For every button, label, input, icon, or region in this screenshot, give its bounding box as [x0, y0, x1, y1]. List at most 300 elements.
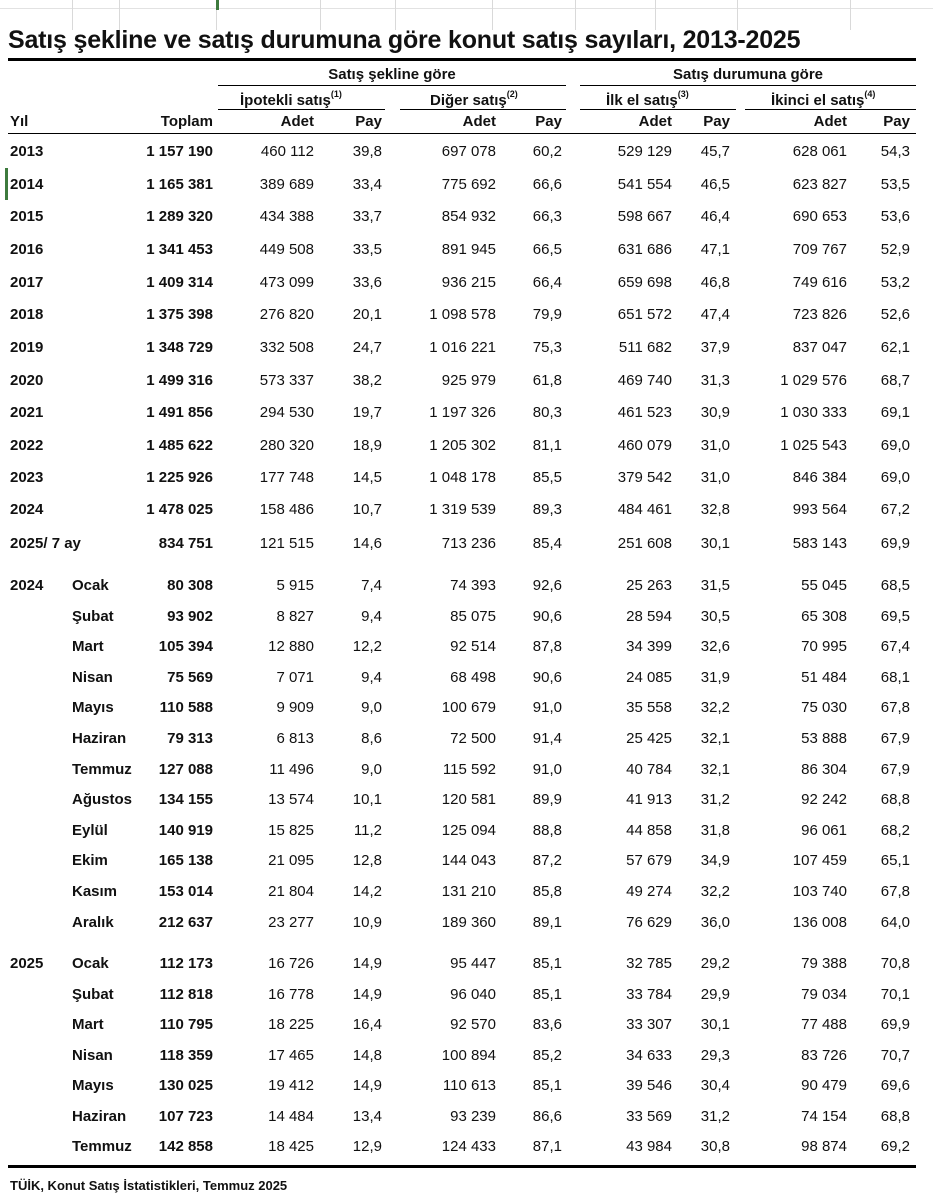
cell-ilk-adet: 24 085 — [626, 668, 672, 686]
cell-diger-adet: 92 570 — [450, 1016, 496, 1033]
cell-toplam: 1 165 381 — [146, 176, 213, 193]
cell-ilk-pay: 37,9 — [700, 339, 730, 356]
cell-ipotekli-adet: 16 778 — [268, 985, 314, 1003]
cell-ikinci-adet: 98 874 — [801, 1138, 847, 1155]
cell-ilk-pay: 29,3 — [700, 1046, 730, 1064]
cell-diger-adet: 1 048 178 — [429, 469, 496, 486]
cell-ikinci-pay: 68,8 — [880, 791, 910, 809]
cell-ilk-adet: 43 984 — [626, 1138, 672, 1155]
cell-toplam: 165 138 — [158, 852, 213, 870]
cell-ikinci-adet: 53 888 — [801, 730, 847, 747]
cell-diger-adet: 925 979 — [441, 372, 496, 389]
cell-ilk-pay: 30,5 — [700, 607, 730, 625]
cell-diger-pay: 87,8 — [532, 638, 562, 656]
cell-ipotekli-pay: 19,7 — [352, 404, 382, 421]
cell-month: Mayıs — [72, 699, 114, 717]
cell-month: Temmuz — [72, 1138, 132, 1155]
subheader-ipotekli: İpotekli satış$^{(1)}$ — [240, 89, 342, 109]
cell-ikinci-pay: 67,4 — [880, 638, 910, 656]
cell-diger-pay: 91,0 — [532, 699, 562, 717]
cell-toplam: 142 858 — [158, 1138, 213, 1155]
colheader-ilk-adet: Adet — [638, 113, 672, 130]
cell-ikinci-pay: 67,8 — [880, 699, 910, 717]
cell-ipotekli-pay: 14,5 — [352, 469, 382, 486]
cell-diger-adet: 1 098 578 — [429, 306, 496, 323]
cell-ipotekli-adet: 14 484 — [268, 1107, 314, 1125]
cell-ipotekli-adet: 12 880 — [268, 638, 314, 656]
cell-ilk-adet: 28 594 — [626, 607, 672, 625]
cell-toplam: 107 723 — [158, 1107, 213, 1125]
cell-ipotekli-pay: 7,4 — [361, 577, 382, 594]
cell-ilk-adet: 484 461 — [617, 501, 672, 518]
cell-ilk-adet: 49 274 — [626, 883, 672, 900]
table-title: Satış şekline ve satış durumuna göre konut satış sayıları, 2013-2025 — [8, 26, 801, 54]
cell-ilk-pay: 31,8 — [700, 821, 730, 839]
cell-ilk-adet: 461 523 — [617, 404, 672, 421]
cell-ipotekli-adet: 389 689 — [259, 176, 314, 193]
cell-ipotekli-adet: 460 112 — [260, 143, 314, 160]
cell-diger-pay: 89,1 — [532, 913, 562, 931]
cell-diger-pay: 85,1 — [532, 955, 562, 972]
cell-diger-adet: 120 581 — [441, 791, 496, 809]
cell-diger-adet: 110 613 — [442, 1077, 496, 1094]
cell-diger-pay: 66,3 — [532, 208, 562, 225]
cell-ikinci-adet: 628 061 — [792, 143, 847, 160]
cell-diger-adet: 68 498 — [450, 668, 496, 686]
cell-ipotekli-pay: 12,8 — [352, 852, 382, 870]
cell-ipotekli-pay: 14,9 — [352, 1077, 382, 1094]
cell-ilk-pay: 32,6 — [700, 638, 730, 656]
group-header-satis-sekli: Satış şekline göre — [328, 66, 456, 83]
header-bottom-rule — [8, 133, 916, 134]
cell-ipotekli-adet: 17 465 — [268, 1046, 314, 1064]
cell-diger-adet: 95 447 — [450, 955, 496, 972]
cell-diger-adet: 85 075 — [450, 607, 496, 625]
cell-ilk-pay: 46,5 — [700, 176, 730, 193]
cell-toplam: 75 569 — [167, 668, 213, 686]
cell-ikinci-pay: 53,2 — [880, 274, 910, 291]
cell-ilk-adet: 460 079 — [617, 437, 672, 454]
cell-year: 2017 — [10, 274, 44, 291]
cell-ipotekli-pay: 9,0 — [361, 699, 382, 717]
cell-year: 2022 — [10, 437, 44, 454]
cell-toplam: 140 919 — [158, 821, 213, 839]
cell-diger-adet: 1 197 326 — [429, 404, 496, 421]
cell-ikinci-pay: 70,1 — [880, 985, 910, 1003]
sub-rule-ipotekli — [218, 109, 385, 110]
cell-ipotekli-pay: 8,6 — [361, 730, 382, 747]
cell-ipotekli-adet: 6 813 — [276, 730, 314, 747]
cell-ikinci-pay: 68,1 — [880, 668, 910, 686]
cell-ikinci-adet: 75 030 — [801, 699, 847, 717]
cell-ipotekli-adet: 16 726 — [268, 955, 314, 972]
cell-ilk-adet: 598 667 — [617, 208, 672, 225]
cell-diger-adet: 74 393 — [450, 577, 496, 594]
cell-toplam: 1 157 190 — [146, 143, 213, 160]
cell-ilk-adet: 469 740 — [617, 372, 672, 389]
cell-diger-pay: 85,5 — [532, 469, 562, 486]
cell-ikinci-pay: 68,2 — [880, 821, 910, 839]
cell-month: Temmuz — [72, 760, 132, 778]
cell-diger-pay: 80,3 — [532, 404, 562, 421]
cell-diger-pay: 89,3 — [532, 501, 562, 518]
cell-toplam: 93 902 — [167, 607, 213, 625]
cell-ilk-pay: 32,1 — [700, 760, 730, 778]
cell-year: 2023 — [10, 469, 44, 486]
cell-ipotekli-adet: 11 496 — [269, 760, 314, 778]
cell-ipotekli-pay: 14,6 — [352, 535, 382, 552]
cell-ipotekli-pay: 9,4 — [361, 607, 382, 625]
cell-ilk-pay: 47,4 — [700, 306, 730, 323]
cell-ilk-adet: 529 129 — [617, 143, 672, 160]
cell-ipotekli-adet: 280 320 — [259, 437, 314, 454]
cell-ilk-pay: 29,9 — [700, 985, 730, 1003]
cell-ipotekli-adet: 158 486 — [259, 501, 314, 518]
cell-ipotekli-pay: 24,7 — [352, 339, 382, 356]
cell-ilk-adet: 251 608 — [617, 535, 672, 552]
cell-year: 2015 — [10, 208, 44, 225]
cell-ilk-adet: 541 554 — [617, 176, 672, 193]
cell-ilk-pay: 46,4 — [700, 208, 730, 225]
cell-year: 2019 — [10, 339, 44, 356]
cell-diger-adet: 144 043 — [441, 852, 496, 870]
cell-ipotekli-adet: 5 915 — [276, 577, 314, 594]
cell-ikinci-pay: 67,9 — [880, 760, 910, 778]
cell-ikinci-pay: 69,9 — [880, 535, 910, 552]
colheader-ilk-pay: Pay — [703, 113, 730, 130]
cell-ilk-adet: 511 682 — [618, 339, 672, 356]
subheader-ilk-el: İlk el satış$^{(3)}$ — [606, 89, 689, 109]
cell-toplam: 1 375 398 — [146, 306, 213, 323]
cell-ikinci-pay: 62,1 — [880, 339, 910, 356]
cell-month: Aralık — [72, 913, 114, 931]
cell-diger-pay: 85,4 — [532, 535, 562, 552]
cell-toplam: 212 637 — [158, 913, 213, 931]
cell-year: 2025 — [10, 955, 44, 972]
cell-ilk-pay: 30,1 — [700, 1016, 730, 1033]
cell-ilk-adet: 34 633 — [626, 1046, 672, 1064]
cell-month: Haziran — [72, 730, 127, 747]
cell-ipotekli-adet: 13 574 — [268, 791, 314, 809]
cell-ipotekli-pay: 14,2 — [352, 883, 382, 900]
cell-ikinci-pay: 54,3 — [880, 143, 910, 160]
cell-ipotekli-pay: 12,9 — [352, 1138, 382, 1155]
cell-month: Nisan — [72, 1046, 113, 1064]
cell-diger-pay: 87,1 — [532, 1138, 562, 1155]
cell-ilk-adet: 35 558 — [626, 699, 672, 717]
cell-toplam: 1 409 314 — [146, 274, 213, 291]
title-rule — [8, 58, 916, 61]
cell-ikinci-adet: 74 154 — [801, 1107, 847, 1125]
cell-toplam: 1 348 729 — [146, 339, 213, 356]
cell-month: Mart — [72, 1016, 104, 1033]
subheader-diger: Diğer satış$^{(2)}$ — [430, 89, 518, 109]
cell-ipotekli-adet: 8 827 — [276, 607, 314, 625]
cell-ilk-pay: 30,8 — [700, 1138, 730, 1155]
cell-diger-adet: 775 692 — [441, 176, 496, 193]
cell-ikinci-adet: 690 653 — [792, 208, 847, 225]
cell-diger-pay: 85,1 — [532, 985, 562, 1003]
cell-diger-adet: 891 945 — [441, 241, 496, 258]
cell-ilk-adet: 32 785 — [626, 955, 672, 972]
cell-ipotekli-pay: 33,6 — [352, 274, 382, 291]
cell-ikinci-pay: 69,6 — [880, 1077, 910, 1094]
cell-ikinci-adet: 79 034 — [801, 985, 847, 1003]
subheader-ikinci-el: İkinci el satış$^{(4)}$ — [771, 89, 876, 109]
cell-ikinci-adet: 583 143 — [792, 535, 847, 552]
cell-ikinci-adet: 79 388 — [801, 955, 847, 972]
cell-diger-pay: 90,6 — [532, 607, 562, 625]
cell-year: 2016 — [10, 241, 44, 258]
sub-rule-ikinci-el — [745, 109, 916, 110]
cell-ilk-pay: 31,9 — [700, 668, 730, 686]
cell-diger-adet: 72 500 — [450, 730, 496, 747]
cell-diger-adet: 93 239 — [450, 1107, 496, 1125]
cell-ikinci-pay: 69,2 — [880, 1138, 910, 1155]
cell-diger-pay: 86,6 — [532, 1107, 562, 1125]
cell-ikinci-adet: 993 564 — [792, 501, 847, 518]
cell-ikinci-adet: 65 308 — [801, 607, 847, 625]
cell-diger-adet: 125 094 — [441, 821, 496, 839]
cell-ikinci-adet: 96 061 — [801, 821, 847, 839]
cell-ipotekli-pay: 18,9 — [352, 437, 382, 454]
cell-ilk-adet: 631 686 — [617, 241, 672, 258]
cell-ipotekli-pay: 14,9 — [352, 985, 382, 1003]
cell-ikinci-pay: 65,1 — [880, 852, 910, 870]
cell-ipotekli-pay: 39,8 — [352, 143, 382, 160]
cell-ipotekli-adet: 121 515 — [259, 535, 314, 552]
cell-ipotekli-adet: 18 425 — [268, 1138, 314, 1155]
cell-diger-pay: 85,1 — [532, 1077, 562, 1094]
cell-ilk-adet: 33 307 — [626, 1016, 672, 1033]
cell-ikinci-adet: 83 726 — [801, 1046, 847, 1064]
cell-ipotekli-adet: 19 412 — [268, 1077, 314, 1094]
cell-ilk-adet: 659 698 — [617, 274, 672, 291]
cell-ilk-adet: 651 572 — [617, 306, 672, 323]
cell-toplam: 1 491 856 — [146, 404, 213, 421]
cell-month: Mayıs — [72, 1077, 114, 1094]
cell-ilk-adet: 33 569 — [626, 1107, 672, 1125]
cell-diger-pay: 66,5 — [532, 241, 562, 258]
cell-ipotekli-adet: 15 825 — [268, 821, 314, 839]
cell-diger-pay: 92,6 — [532, 577, 562, 594]
cell-diger-adet: 1 016 221 — [429, 339, 496, 356]
cell-diger-pay: 91,0 — [532, 760, 562, 778]
cell-year: 2018 — [10, 306, 44, 323]
cell-ikinci-pay: 69,0 — [880, 437, 910, 454]
cell-ipotekli-adet: 449 508 — [259, 241, 314, 258]
cell-ipotekli-adet: 332 508 — [259, 339, 314, 356]
cell-ikinci-adet: 92 242 — [801, 791, 847, 809]
cell-toplam: 153 014 — [158, 883, 213, 900]
cell-ilk-pay: 36,0 — [700, 913, 730, 931]
cell-ilk-pay: 31,0 — [700, 469, 730, 486]
cell-diger-adet: 1 319 539 — [429, 501, 496, 518]
colheader-ikinci-pay: Pay — [883, 113, 910, 130]
cell-ipotekli-adet: 276 820 — [259, 306, 314, 323]
cell-month: Şubat — [72, 607, 114, 625]
cell-ilk-adet: 76 629 — [626, 913, 672, 931]
cell-ilk-pay: 32,2 — [700, 883, 730, 900]
cell-ikinci-adet: 51 484 — [801, 668, 847, 686]
cell-ikinci-adet: 77 488 — [801, 1016, 847, 1033]
cell-ikinci-pay: 69,1 — [880, 404, 910, 421]
cell-ilk-adet: 40 784 — [626, 760, 672, 778]
sub-rule-diger — [400, 109, 566, 110]
cell-diger-pay: 88,8 — [532, 821, 562, 839]
colheader-ipotekli-adet: Adet — [280, 113, 314, 130]
cell-ilk-pay: 31,5 — [700, 577, 730, 594]
cell-ipotekli-pay: 33,5 — [352, 241, 382, 258]
colheader-ipotekli-pay: Pay — [355, 113, 382, 130]
cell-ikinci-adet: 1 030 333 — [780, 404, 847, 421]
cell-ilk-pay: 30,9 — [700, 404, 730, 421]
cell-toplam: 127 088 — [158, 760, 213, 778]
cell-ikinci-pay: 70,8 — [880, 955, 910, 972]
cell-ilk-pay: 29,2 — [700, 955, 730, 972]
cell-ilk-pay: 31,3 — [700, 372, 730, 389]
cell-ikinci-adet: 723 826 — [792, 306, 847, 323]
cell-ipotekli-adet: 21 804 — [268, 883, 314, 900]
cell-diger-pay: 91,4 — [532, 730, 562, 747]
cell-ipotekli-adet: 21 095 — [268, 852, 314, 870]
cell-year: 2024 — [10, 501, 44, 518]
cell-ilk-adet: 44 858 — [626, 821, 672, 839]
cell-ilk-pay: 45,7 — [700, 143, 730, 160]
cell-ipotekli-adet: 177 748 — [259, 469, 314, 486]
cell-ikinci-pay: 53,5 — [880, 176, 910, 193]
cell-ipotekli-pay: 10,9 — [352, 913, 382, 931]
cell-ikinci-pay: 68,8 — [880, 1107, 910, 1125]
cell-selection-marker — [216, 0, 219, 10]
cell-month: Mart — [72, 638, 104, 656]
cell-diger-adet: 100 679 — [441, 699, 496, 717]
cell-year: 2024 — [10, 577, 44, 594]
cell-ilk-pay: 31,2 — [700, 791, 730, 809]
cell-ikinci-adet: 86 304 — [801, 760, 847, 778]
cell-toplam: 110 795 — [159, 1016, 213, 1033]
cell-diger-pay: 79,9 — [532, 306, 562, 323]
cell-ipotekli-pay: 13,4 — [352, 1107, 382, 1125]
cell-ikinci-pay: 67,2 — [880, 501, 910, 518]
cell-ikinci-pay: 69,0 — [880, 469, 910, 486]
row-selection-marker — [5, 168, 8, 200]
cell-ipotekli-adet: 573 337 — [259, 372, 314, 389]
cell-diger-adet: 96 040 — [450, 985, 496, 1003]
cell-ipotekli-adet: 434 388 — [259, 208, 314, 225]
cell-month: Eylül — [72, 821, 108, 839]
cell-ilk-adet: 25 425 — [626, 730, 672, 747]
cell-ipotekli-adet: 473 099 — [259, 274, 314, 291]
cell-ikinci-adet: 103 740 — [792, 883, 847, 900]
cell-ikinci-adet: 837 047 — [792, 339, 847, 356]
cell-month: Şubat — [72, 985, 114, 1003]
source-footer: TÜİK, Konut Satış İstatistikleri, Temmuz 2025 — [10, 1178, 288, 1193]
cell-toplam: 1 499 316 — [146, 372, 213, 389]
cell-toplam: 1 225 926 — [146, 469, 213, 486]
cell-ikinci-pay: 69,9 — [880, 1016, 910, 1033]
cell-ilk-pay: 32,2 — [700, 699, 730, 717]
cell-toplam: 80 308 — [167, 577, 213, 594]
cell-year: 2014 — [10, 176, 44, 193]
cell-month: Nisan — [72, 668, 113, 686]
cell-ikinci-adet: 107 459 — [792, 852, 847, 870]
cell-ipotekli-pay: 12,2 — [352, 638, 382, 656]
cell-month: Kasım — [72, 883, 118, 900]
cell-diger-pay: 60,2 — [532, 143, 562, 160]
cell-ikinci-adet: 1 029 576 — [780, 372, 847, 389]
cell-ikinci-adet: 55 045 — [801, 577, 847, 594]
cell-toplam: 130 025 — [158, 1077, 213, 1094]
cell-toplam: 1 478 025 — [146, 501, 213, 518]
cell-diger-pay: 66,6 — [532, 176, 562, 193]
cell-ilk-adet: 379 542 — [617, 469, 672, 486]
cell-diger-pay: 75,3 — [532, 339, 562, 356]
cell-toplam: 105 394 — [158, 638, 213, 656]
cell-ikinci-pay: 64,0 — [880, 913, 910, 931]
colheader-toplam: Toplam — [160, 113, 213, 130]
cell-toplam: 1 289 320 — [146, 208, 213, 225]
cell-month: Haziran — [72, 1107, 127, 1125]
cell-ipotekli-pay: 11,2 — [353, 821, 382, 839]
colheader-diger-pay: Pay — [535, 113, 562, 130]
sub-rule-ilk-el — [580, 109, 736, 110]
cell-diger-adet: 189 360 — [441, 913, 496, 931]
cell-ipotekli-pay: 33,7 — [352, 208, 382, 225]
cell-ilk-pay: 30,1 — [700, 535, 730, 552]
cell-toplam: 1 341 453 — [146, 241, 213, 258]
cell-ipotekli-adet: 9 909 — [276, 699, 314, 717]
cell-toplam: 112 173 — [159, 955, 213, 972]
colheader-yil: Yıl — [10, 113, 29, 130]
cell-diger-adet: 713 236 — [441, 535, 496, 552]
cell-ipotekli-adet: 18 225 — [268, 1016, 314, 1033]
cell-ikinci-adet: 846 384 — [792, 469, 847, 486]
cell-diger-pay: 81,1 — [532, 437, 562, 454]
cell-diger-pay: 85,8 — [532, 883, 562, 900]
cell-ikinci-pay: 53,6 — [880, 208, 910, 225]
cell-ilk-adet: 57 679 — [626, 852, 672, 870]
cell-diger-adet: 100 894 — [441, 1046, 496, 1064]
cell-ikinci-pay: 68,7 — [880, 372, 910, 389]
cell-diger-pay: 85,2 — [532, 1046, 562, 1064]
cell-diger-adet: 124 433 — [441, 1138, 496, 1155]
cell-ipotekli-pay: 20,1 — [352, 306, 382, 323]
cell-diger-pay: 90,6 — [532, 668, 562, 686]
cell-ikinci-pay: 67,8 — [880, 883, 910, 900]
cell-toplam: 110 588 — [159, 699, 213, 717]
cell-toplam: 834 751 — [158, 535, 213, 552]
cell-ilk-adet: 34 399 — [626, 638, 672, 656]
cell-toplam: 134 155 — [158, 791, 213, 809]
cell-diger-pay: 83,6 — [532, 1016, 562, 1033]
cell-toplam: 118 359 — [159, 1046, 213, 1064]
cell-ipotekli-pay: 16,4 — [352, 1016, 382, 1033]
cell-ilk-pay: 31,0 — [700, 437, 730, 454]
cell-ipotekli-pay: 33,4 — [352, 176, 382, 193]
cell-ipotekli-adet: 23 277 — [268, 913, 314, 931]
group-header-satis-durumu: Satış durumuna göre — [672, 66, 824, 83]
table-bottom-rule — [8, 1165, 916, 1168]
cell-ipotekli-pay: 14,8 — [352, 1046, 382, 1064]
cell-diger-adet: 1 205 302 — [429, 437, 496, 454]
cell-month: Ocak — [72, 955, 109, 972]
cell-ilk-pay: 47,1 — [700, 241, 730, 258]
cell-diger-adet: 854 932 — [441, 208, 496, 225]
group-rule-right — [580, 85, 916, 86]
cell-toplam: 79 313 — [167, 730, 213, 747]
cell-ilk-pay: 31,2 — [700, 1107, 730, 1125]
